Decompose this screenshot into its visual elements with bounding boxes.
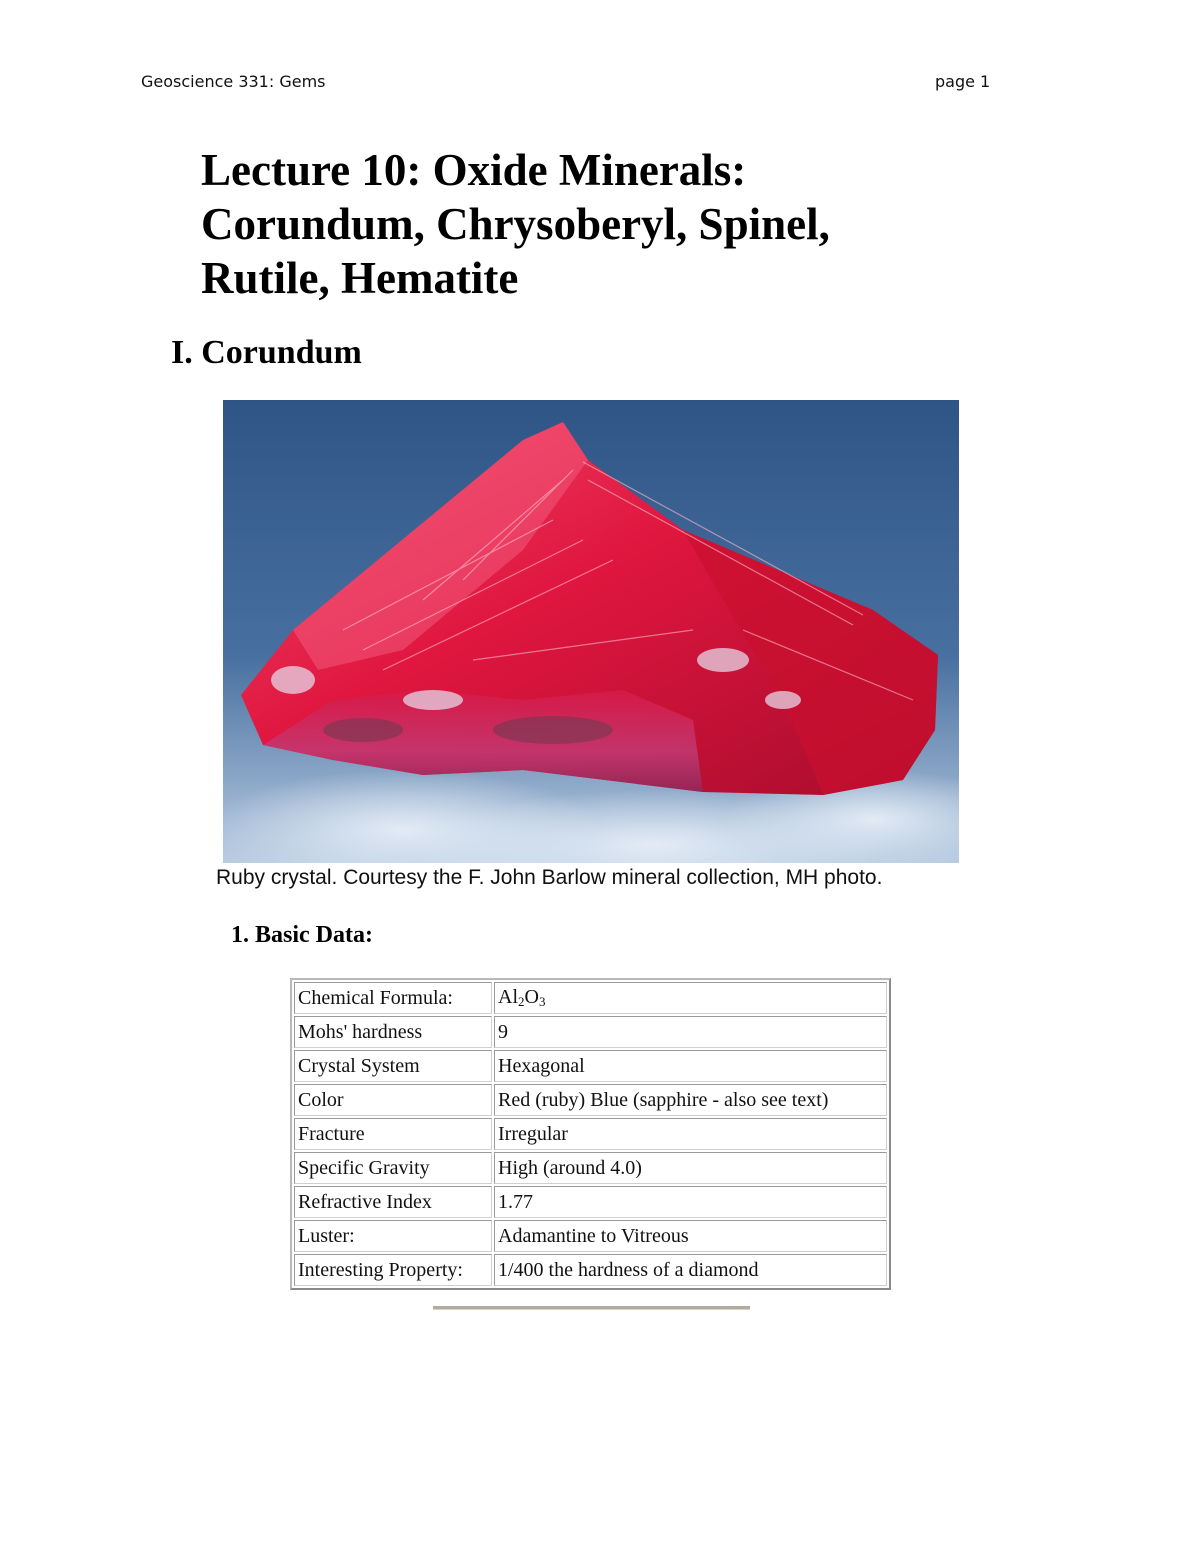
row-value: 1.77 — [494, 1186, 887, 1218]
row-value: 1/400 the hardness of a diamond — [494, 1254, 887, 1286]
section-heading-corundum: I. Corundum — [171, 334, 362, 371]
basic-data-table — [290, 978, 891, 1290]
table-row — [294, 1152, 887, 1184]
figure-caption: Ruby crystal. Courtesy the F. John Barlow mineral collection, MH photo. — [216, 866, 883, 889]
row-label: Refractive Index — [294, 1186, 492, 1218]
table-row — [294, 1254, 887, 1286]
table-row — [294, 1186, 887, 1218]
horizontal-rule — [433, 1306, 750, 1310]
formula-value — [494, 982, 887, 1014]
row-value: Irregular — [494, 1118, 887, 1150]
table-row — [294, 1220, 887, 1252]
row-label: Mohs' hardness — [294, 1016, 492, 1048]
row-label: Luster: — [294, 1220, 492, 1252]
row-value: High (around 4.0) — [494, 1152, 887, 1184]
row-label: Interesting Property: — [294, 1254, 492, 1286]
row-label: Chemical Formula: — [294, 982, 492, 1014]
lecture-title: Lecture 10: Oxide Minerals: Corundum, Chrysoberyl, Spinel, Rutile, Hematite — [201, 145, 830, 303]
row-value: Red (ruby) Blue (sapphire - also see text) — [494, 1084, 887, 1116]
row-value: 9 — [494, 1016, 887, 1048]
row-value: Hexagonal — [494, 1050, 887, 1082]
formula-subscript-2: 2 — [518, 994, 525, 1009]
table-row — [294, 1016, 887, 1048]
table-row — [294, 982, 887, 1014]
row-value: Adamantine to Vitreous — [494, 1220, 887, 1252]
table-row — [294, 1050, 887, 1082]
row-label: Specific Gravity — [294, 1152, 492, 1184]
formula-element-al: Al — [498, 986, 518, 1008]
row-label: Color — [294, 1084, 492, 1116]
row-label: Crystal System — [294, 1050, 492, 1082]
page-number: page 1 — [935, 72, 991, 91]
formula-subscript-3: 3 — [538, 994, 546, 1009]
basic-data-heading: 1. Basic Data: — [231, 922, 373, 948]
formula-element-o: O — [524, 986, 539, 1008]
ruby-crystal-photo — [223, 400, 959, 863]
table-row — [294, 1084, 887, 1116]
running-header-course: Geoscience 331: Gems — [141, 72, 326, 91]
row-label: Fracture — [294, 1118, 492, 1150]
table-row — [294, 1118, 887, 1150]
